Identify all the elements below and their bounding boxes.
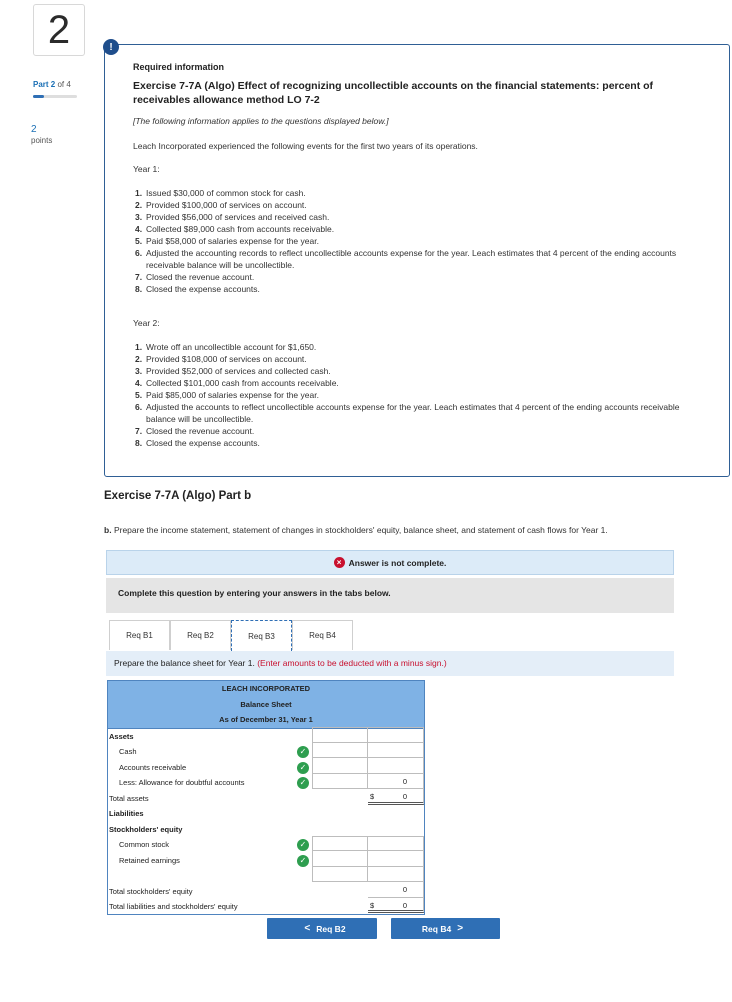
event-text: Collected $89,000 cash from accounts receivable. bbox=[146, 224, 335, 234]
tab-bar bbox=[109, 620, 353, 651]
assets-header: Assets bbox=[109, 731, 134, 741]
common-stock-input[interactable] bbox=[312, 836, 368, 852]
event-number: 5. bbox=[135, 236, 143, 246]
required-information-card bbox=[104, 44, 730, 477]
next-button-label: Req B4 bbox=[421, 923, 452, 934]
event-number: 4. bbox=[135, 224, 143, 234]
event-number: 2. bbox=[135, 354, 143, 364]
total-equity-value: 0 bbox=[402, 885, 407, 894]
complete-instruction: Complete this question by entering your answers in the tabs below. bbox=[106, 578, 674, 613]
list-item bbox=[135, 353, 701, 365]
prompt-letter: b. bbox=[104, 525, 112, 535]
accounts-receivable-input[interactable] bbox=[312, 758, 368, 774]
blank-total-cell bbox=[368, 867, 424, 883]
retained-earnings-label: Retained earnings bbox=[119, 855, 180, 865]
cash-total-cell bbox=[368, 727, 424, 743]
alert-icon: ! bbox=[103, 39, 119, 55]
common-stock-total-cell bbox=[368, 836, 424, 852]
event-number: 2. bbox=[135, 200, 143, 210]
list-item bbox=[135, 283, 701, 295]
chevron-left-icon: < bbox=[304, 923, 311, 934]
event-text: Provided $52,000 of services and collected cash. bbox=[146, 366, 331, 376]
answer-status-text: Answer is not complete. bbox=[348, 557, 447, 568]
total-liabilities-equity-label: Total liabilities and stockholders' equity bbox=[109, 902, 238, 911]
event-number: 7. bbox=[135, 272, 143, 282]
list-item bbox=[135, 271, 701, 283]
event-text: Provided $56,000 of services and received cash. bbox=[146, 212, 330, 222]
event-number: 4. bbox=[135, 378, 143, 388]
part-of-label: of 4 bbox=[57, 80, 71, 89]
check-icon: ✓ bbox=[297, 746, 309, 758]
points-value: 2 bbox=[31, 124, 37, 135]
retained-earnings-input[interactable] bbox=[312, 851, 368, 867]
event-text: Closed the expense accounts. bbox=[146, 284, 260, 294]
next-req-button[interactable] bbox=[391, 918, 500, 939]
accounts-receivable-label: Accounts receivable bbox=[119, 762, 187, 772]
list-item bbox=[135, 377, 701, 389]
blank-input[interactable] bbox=[312, 867, 368, 883]
event-number: 3. bbox=[135, 366, 143, 376]
check-icon: ✓ bbox=[297, 762, 309, 774]
part-b-title: Exercise 7-7A (Algo) Part b bbox=[104, 490, 252, 502]
required-info-label: Required information bbox=[133, 62, 225, 72]
total-assets-cell bbox=[368, 789, 424, 805]
event-text: Collected $101,000 cash from accounts receivable. bbox=[146, 378, 339, 388]
list-item bbox=[135, 199, 701, 211]
part-indicator bbox=[33, 80, 71, 89]
tab-req-b1[interactable]: Req B1 bbox=[109, 620, 170, 650]
net-receivable-value: 0 bbox=[402, 776, 407, 786]
event-text: Provided $108,000 of services on account. bbox=[146, 354, 307, 364]
list-item bbox=[135, 389, 701, 401]
list-item bbox=[135, 235, 701, 247]
list-item bbox=[135, 401, 701, 425]
event-number: 1. bbox=[135, 188, 143, 198]
statement-date: As of December 31, Year 1 bbox=[219, 715, 313, 724]
event-number: 6. bbox=[135, 402, 143, 412]
instruction-text: Prepare the balance sheet for Year 1. bbox=[114, 658, 255, 668]
prompt-text: Prepare the income statement, statement of changes in stockholders' equity, balance sheet, and statement of cash flows for Year 1. bbox=[113, 525, 608, 535]
event-text: Closed the expense accounts. bbox=[146, 438, 260, 448]
year1-label: Year 1: bbox=[133, 164, 160, 174]
tab-req-b3[interactable]: Req B3 bbox=[231, 620, 292, 651]
total-assets-value: 0 bbox=[402, 792, 407, 801]
check-icon: ✓ bbox=[297, 839, 309, 851]
points-label: points bbox=[31, 136, 53, 145]
ar-total-cell bbox=[368, 758, 424, 774]
total-equity-cell bbox=[368, 882, 424, 898]
applies-note: [The following information applies to the questions displayed below.] bbox=[133, 116, 389, 126]
tab-req-b2[interactable]: Req B2 bbox=[170, 620, 231, 650]
common-stock-label: Common stock bbox=[119, 840, 170, 849]
event-number: 5. bbox=[135, 390, 143, 400]
prev-button-label: Req B2 bbox=[316, 923, 346, 934]
event-text: Issued $30,000 of common stock for cash. bbox=[146, 188, 306, 198]
chevron-right-icon: > bbox=[457, 923, 464, 934]
allowance-input[interactable] bbox=[312, 774, 368, 790]
instruction-hint: (Enter amounts to be deducted with a minus sign.) bbox=[257, 658, 447, 668]
total-assets-label: Total assets bbox=[109, 793, 149, 803]
list-item bbox=[135, 211, 701, 223]
currency-symbol: $ bbox=[370, 900, 375, 910]
tab-instruction bbox=[106, 651, 674, 676]
prev-req-button[interactable] bbox=[267, 918, 377, 939]
currency-symbol: $ bbox=[370, 792, 375, 801]
exercise-title: Exercise 7-7A (Algo) Effect of recognizing uncollectible accounts on the financial statements: percent of receivables allowance method LO 7-2 bbox=[133, 80, 654, 106]
question-number: 2 bbox=[33, 4, 85, 56]
answer-status-banner bbox=[106, 550, 674, 575]
check-icon: ✓ bbox=[297, 777, 309, 789]
total-liabilities-equity-cell bbox=[368, 898, 424, 914]
liabilities-header: Liabilities bbox=[109, 809, 144, 818]
allowance-label: Less: Allowance for doubtful accounts bbox=[119, 778, 245, 787]
cash-label: Cash bbox=[119, 747, 137, 756]
cash-total-cell-2 bbox=[368, 743, 424, 759]
event-number: 8. bbox=[135, 284, 143, 294]
event-text: Paid $58,000 of salaries expense for the year. bbox=[146, 236, 319, 246]
event-number: 1. bbox=[135, 342, 143, 352]
list-item bbox=[135, 187, 701, 199]
event-text: Closed the revenue account. bbox=[146, 426, 255, 436]
event-number: 6. bbox=[135, 248, 143, 258]
error-x-icon: × bbox=[334, 557, 345, 568]
cash-input[interactable] bbox=[312, 727, 368, 743]
event-text: Provided $100,000 of services on account. bbox=[146, 200, 307, 210]
event-text: Adjusted the accounting records to reflect uncollectible accounts expense for the year. Leach estimates that 4 percent of the ending accounts receivable balance will be uncollectible. bbox=[146, 248, 677, 270]
event-text: Adjusted the accounts to reflect uncollectible accounts expense for the year. Leach estimates that 4 percent of the ending accounts receivable balance will be uncollectible. bbox=[146, 402, 680, 424]
year1-events-list bbox=[135, 187, 701, 295]
year2-label: Year 2: bbox=[133, 318, 160, 328]
tab-req-b4[interactable]: Req B4 bbox=[292, 620, 353, 650]
intro-text: Leach Incorporated experienced the following events for the first two years of its operations. bbox=[133, 141, 478, 151]
list-item bbox=[135, 365, 701, 377]
balance-sheet-header bbox=[107, 680, 425, 729]
event-number: 3. bbox=[135, 212, 143, 222]
list-item bbox=[135, 341, 701, 353]
list-item bbox=[135, 425, 701, 437]
cash-amount-input[interactable] bbox=[312, 743, 368, 759]
list-item bbox=[135, 247, 701, 271]
total-equity-label: Total stockholders' equity bbox=[109, 886, 193, 896]
part-label: Part 2 bbox=[33, 80, 56, 89]
total-liabilities-equity-value: 0 bbox=[402, 900, 407, 910]
table-row bbox=[107, 806, 425, 822]
part-progress-bar bbox=[33, 95, 77, 98]
net-receivable-cell bbox=[368, 774, 424, 790]
event-text: Paid $85,000 of salaries expense for the year. bbox=[146, 390, 319, 400]
equity-header: Stockholders' equity bbox=[109, 824, 183, 834]
event-text: Wrote off an uncollectible account for $1,650. bbox=[146, 342, 317, 352]
company-name: LEACH INCORPORATED bbox=[221, 684, 311, 693]
year2-events-list bbox=[135, 341, 701, 449]
part-b-prompt bbox=[104, 525, 608, 535]
event-number: 8. bbox=[135, 438, 143, 448]
part-progress-fill bbox=[33, 95, 44, 98]
retained-earnings-total-cell bbox=[368, 851, 424, 867]
list-item bbox=[135, 223, 701, 235]
event-text: Closed the revenue account. bbox=[146, 272, 255, 282]
check-icon: ✓ bbox=[297, 855, 309, 867]
event-number: 7. bbox=[135, 426, 143, 436]
statement-name: Balance Sheet bbox=[240, 699, 292, 709]
list-item bbox=[135, 437, 701, 449]
